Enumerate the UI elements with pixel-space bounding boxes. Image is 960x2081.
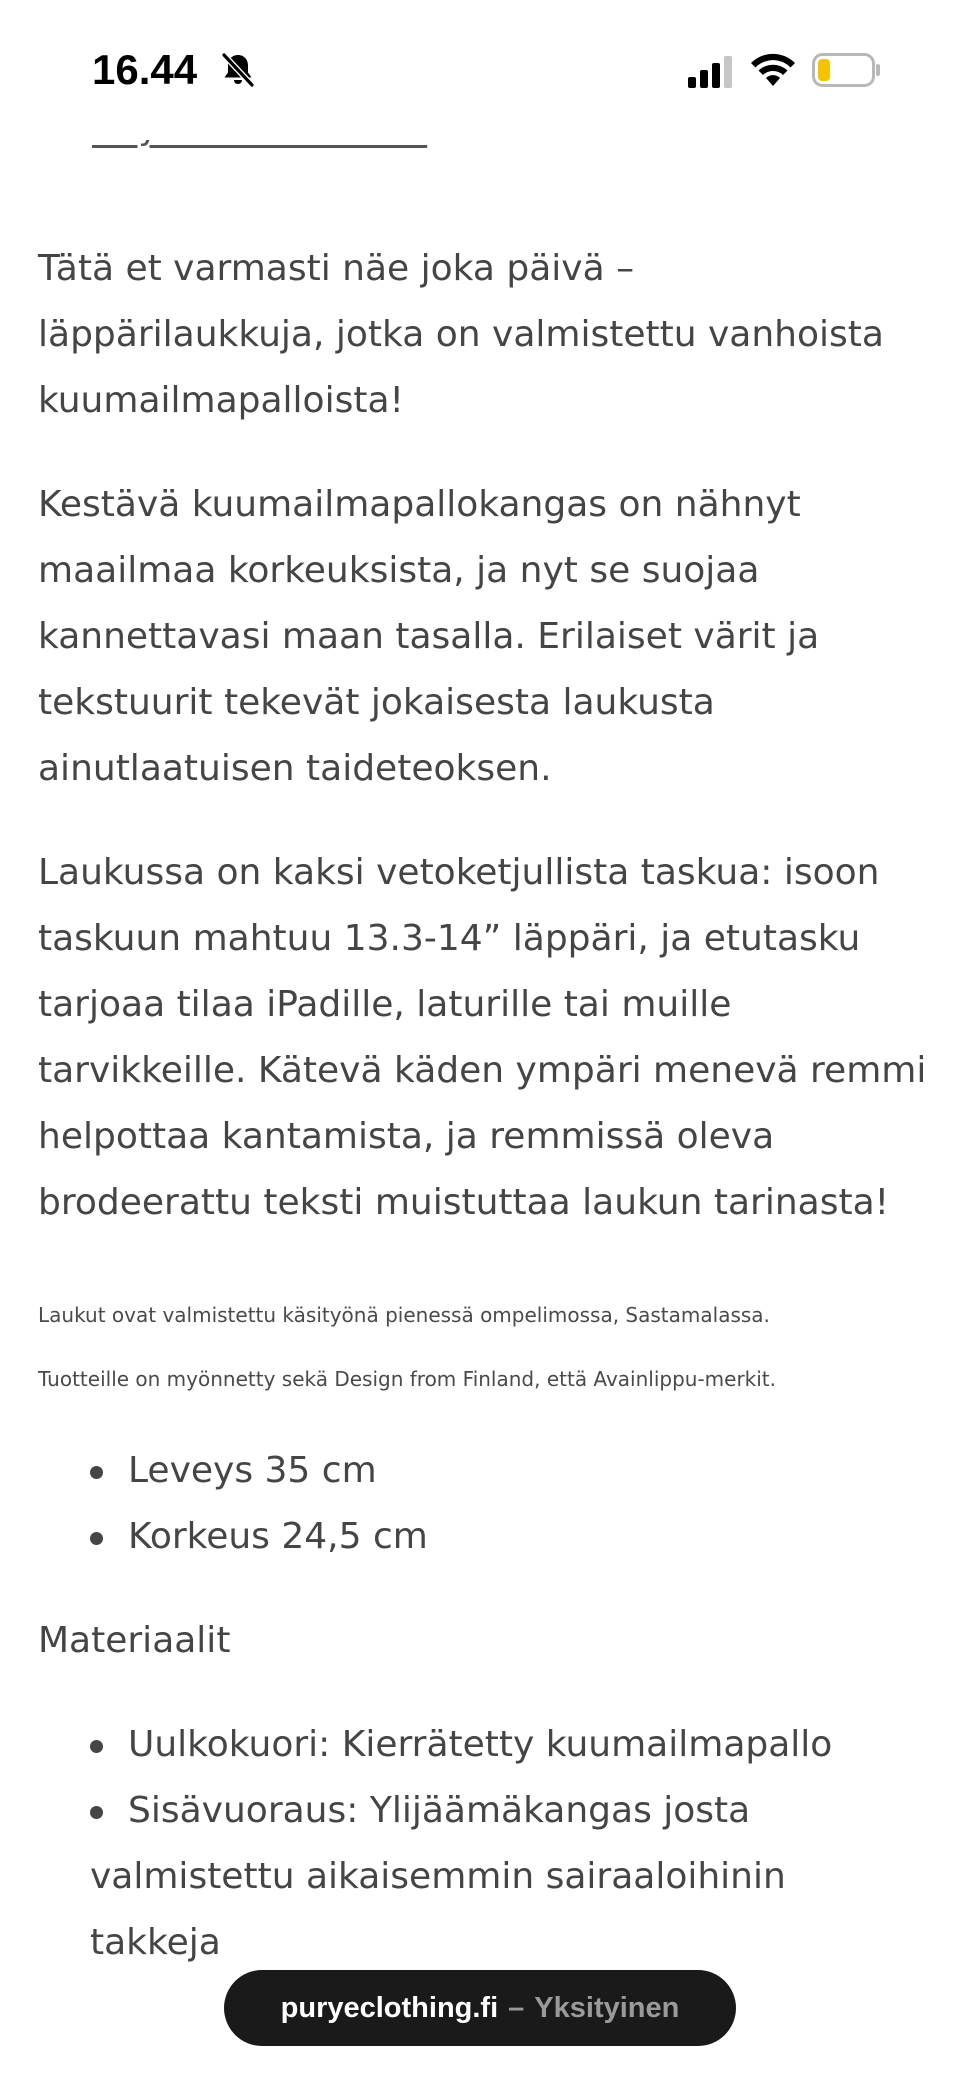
bullet	[90, 1532, 103, 1545]
manufacturing-note: Laukut ovat valmistettu käsityönä pienessä ompelimossa, Sastamalassa.	[38, 1303, 770, 1327]
url-domain: puryeclothing.fi	[280, 1991, 499, 2024]
certification-note: Tuotteille on myönnetty sekä Design from Finland, että Avainlippu-merkit.	[38, 1367, 777, 1391]
private-mode-label: Yksityinen	[534, 1991, 680, 2024]
spec-list	[38, 1438, 928, 1570]
description-paragraph-2: Kestävä kuumailmapallokangas on nähnyt maailmaa korkeuksista, ja nyt se suojaa kannettavasi maan tasalla. Erilaiset värit ja tekstuurit tekevät jokaisesta laukusta ainutlaatuisen taideteoksen.	[38, 484, 820, 789]
materials-list	[38, 1712, 928, 1976]
bullet	[90, 1806, 103, 1819]
material-lining: Sisävuoraus: Ylijäämäkangas josta valmistettu aikaisemmin sairaaloihinin takkeja	[90, 1790, 786, 1963]
browser-address-bar[interactable]	[224, 1970, 736, 2046]
material-outer: Uulkokuori: Kierrätetty kuumailmapallo	[128, 1724, 833, 1765]
wifi-icon	[750, 52, 796, 88]
status-time: 16.44	[92, 46, 198, 93]
status-bar	[0, 0, 960, 140]
list-item	[38, 1778, 928, 1976]
spec-width: Leveys 35 cm	[128, 1450, 377, 1491]
list-item	[38, 1712, 928, 1778]
bell-slash-icon	[218, 50, 258, 90]
bullet	[90, 1740, 103, 1753]
battery-low-icon	[812, 53, 882, 87]
list-item	[38, 1438, 928, 1504]
url-separator: –	[508, 1991, 525, 2024]
list-item	[38, 1504, 928, 1570]
spec-height: Korkeus 24,5 cm	[128, 1516, 428, 1557]
description-paragraph-1: Tätä et varmasti näe joka päivä – läppärilaukkuja, jotka on valmistettu vanhoista kuumailmapalloista!	[38, 248, 884, 421]
description-paragraph-3: Laukussa on kaksi vetoketjullista taskua: isoon taskuun mahtuu 13.3-14” läppäri, ja etutasku tarjoaa tilaa iPadille, laturille tai muille tarvikkeille. Kätevä käden ympäri menevä remmi helpottaa kantamista, ja remmissä oleva brodeerattu teksti muistuttaa laukun tarinasta!	[38, 852, 927, 1223]
product-description	[38, 236, 928, 1976]
bullet	[90, 1466, 103, 1479]
cellular-signal-icon	[688, 55, 736, 89]
materials-heading: Materiaalit	[38, 1620, 231, 1661]
